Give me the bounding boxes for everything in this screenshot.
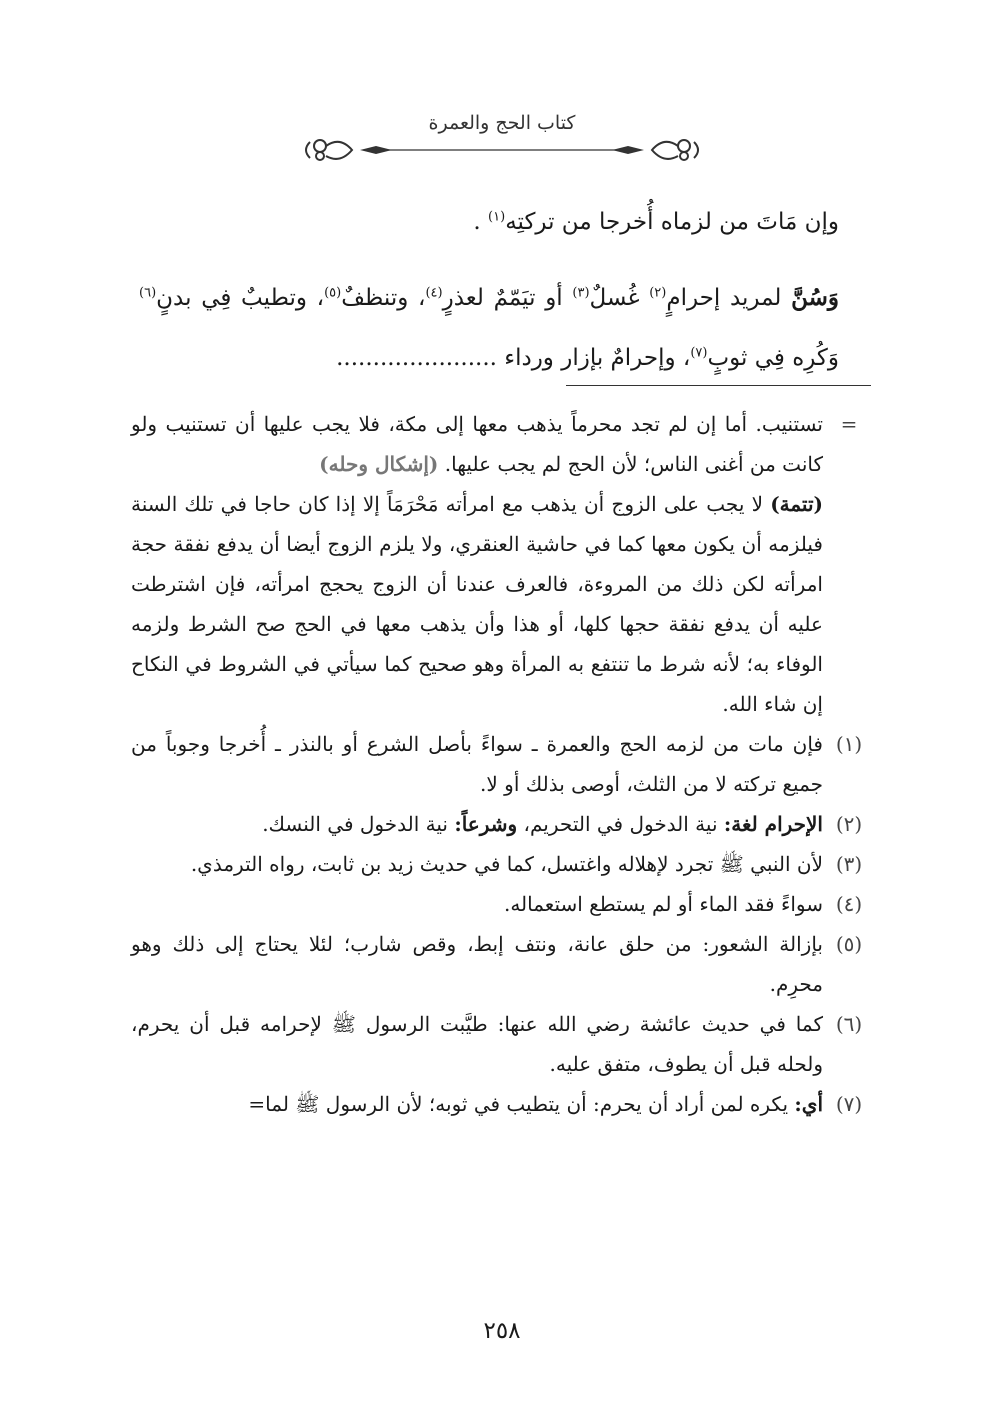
footnote-marker: (٧) (835, 1092, 863, 1116)
footnote-term: وشرعاً: (454, 812, 518, 836)
footnote-text: نية الدخول في التحريم، (517, 812, 724, 836)
footnote-divider (566, 385, 871, 386)
footnote-2 (131, 804, 871, 844)
footnotes-section (131, 404, 871, 1124)
footnote-text: يكره لمن أراد أن يحرم: أن يتطيب في ثوبه؛ لأن الرسول ﷺ لما= (248, 1092, 795, 1116)
footnote-marker: (٢) (835, 812, 863, 836)
footnote-5 (131, 924, 871, 1004)
footnote-marker: (٥) (835, 932, 863, 956)
footnote-ref-4[interactable]: (٤) (425, 285, 443, 301)
main-text-a: وإن مَاتَ من لزماه أُخرجا من تركتِه (505, 209, 839, 235)
main-text-end: . (473, 209, 489, 235)
main-text-paragraph-2 (139, 268, 839, 388)
footnote-ref-7[interactable]: (٧) (690, 345, 708, 361)
main-text-segment: ، وإحرامٌ بإزار ورداء ...................... (336, 345, 691, 371)
footnote-text: كما في حديث عائشة رضي الله عنها: طيَّبت الرسول ﷺ لإحرامه قبل أن يحرم، ولحله قبل أن يطوف، متفق عليه. (131, 1012, 823, 1076)
page-number: ٢٥٨ (483, 1318, 521, 1344)
problem-solution-tag: (إشكال وحله) (319, 452, 439, 476)
footnote-ref-1[interactable]: (١) (488, 209, 506, 225)
footnote-term: الإحرام لغة: (723, 812, 823, 836)
main-text-segment: غُسلٌ (589, 285, 650, 311)
running-header-title: كتاب الحج والعمرة (428, 112, 576, 134)
main-text-segment: ، وتطيبٌ فِي بدنٍ (156, 285, 325, 311)
footnote-1 (131, 724, 871, 804)
main-text-segment: لمريد إحرامٍ (666, 285, 792, 311)
footnote-marker: (٤) (835, 892, 863, 916)
footnote-ref-5[interactable]: (٥) (324, 285, 342, 301)
footnote-text: لا يجب على الزوج أن يذهب مع امرأته مَحْرَمَاً إلا إذا كان حاجا في تلك السنة فيلزمه أن يكون معها كما في حاشية العنقري، ولا يلزم الزوج أيضا أن يدفع نفقة حجة امرأته لكن ذلك من المروءة، فالعرف عندنا أن الزوج يحجج امرأته، فإن اشترطت عليه أن يدفع نفقة حجها كلها، أو هذا وأن يذهب معها في الحج صح الشرط ولزمه الوفاء به؛ لأنه شرط ما تنتفع به المرأة وهو صحيح كما سيأتي في الشروط في النكاح إن شاء الله. (131, 492, 823, 716)
footnote-4 (131, 884, 871, 924)
footnote-ref-3[interactable]: (٣) (572, 285, 590, 301)
header-ornament-icon (300, 134, 704, 166)
footnote-3 (131, 844, 871, 884)
footnote-marker: (١) (835, 732, 863, 756)
continuation-marker: = (840, 412, 858, 436)
footnote-6 (131, 1004, 871, 1084)
footnote-text: سواءً فقد الماء أو لم يستطع استعماله. (503, 892, 823, 916)
tatimma-label: (تتمة) (770, 492, 823, 516)
footnote-text: تستنيب. أما إن لم تجد محرماً يذهب معها إلى مكة، فلا يجب عليها أن تستنيب ولو كانت من أغنى الناس؛ لأن الحج لم يجب عليها. (131, 412, 823, 476)
footnote-term: أي: (794, 1092, 823, 1116)
footnote-marker: (٣) (835, 852, 863, 876)
main-text-line-1 (139, 192, 839, 252)
footnote-ref-2[interactable]: (٢) (649, 285, 667, 301)
footnote-marker: (٦) (835, 1012, 863, 1036)
main-text-segment: وَكُرِه فِي ثوبٍ (707, 345, 839, 371)
main-text-lead: وَسُنَّ (791, 284, 839, 311)
footnote-text: نية الدخول في النسك. (262, 812, 455, 836)
footnote-ref-6[interactable]: (٦) (139, 285, 157, 301)
footnote-text: بإزالة الشعور: من حلق عانة، ونتف إبط، وقص شارب؛ لئلا يحتاج إلى ذلك وهو محرِم. (131, 932, 823, 996)
footnote-text: فإن مات من لزمه الحج والعمرة ـ سواءً بأصل الشرع أو بالنذر ـ أُخرجا وجوباً من جميع تركته لا من الثلث، أوصى بذلك أو لا. (131, 732, 823, 796)
footnote-continuation (131, 404, 871, 484)
footnote-7 (131, 1084, 871, 1124)
footnote-tatimma (131, 484, 871, 724)
main-text-segment: ، وتنظفٌ (341, 285, 426, 311)
main-text-segment: أو تيَمّمٌ لعذرٍ (442, 285, 573, 311)
footnote-text: لأن النبي ﷺ تجرد لإهلاله واغتسل، كما في حديث زيد بن ثابت، رواه الترمذي. (190, 852, 823, 876)
